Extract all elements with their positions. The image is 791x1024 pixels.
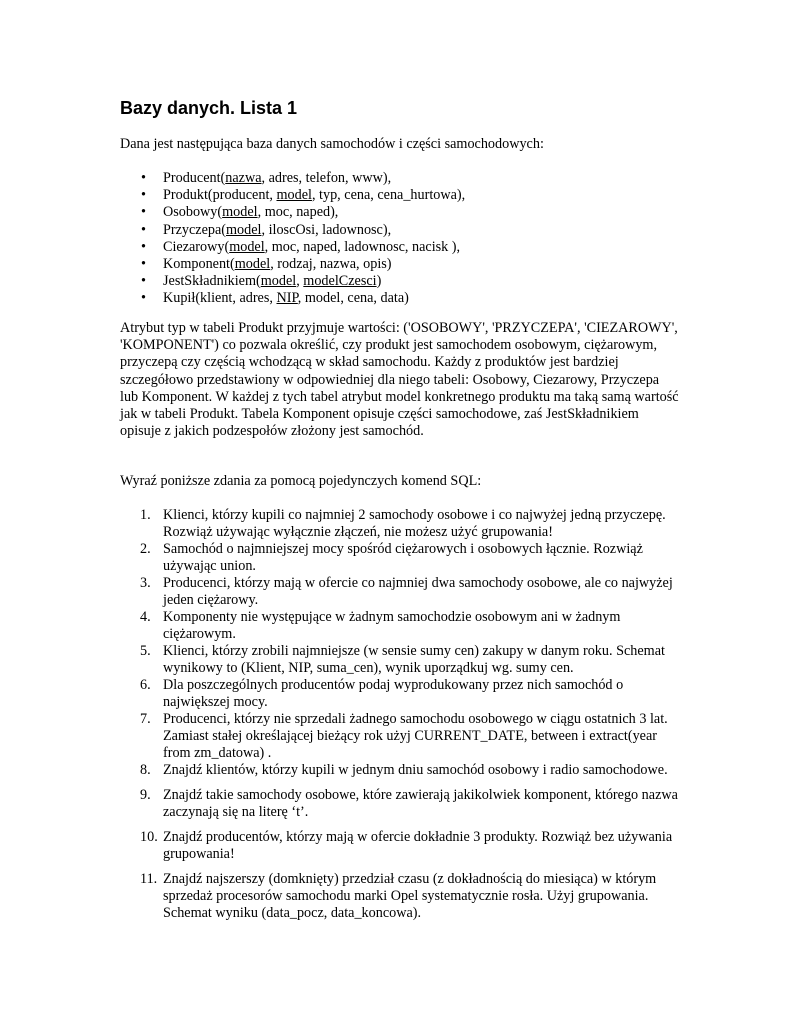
task-item: 7. Producenci, którzy nie sprzedali żadnego samochodu osobowego w ciągu ostatnich 3 lat. Zamiast stałej określającej bieżący rok użyj CURRENT_DATE, between i extract(year from zm_datowa) . bbox=[140, 711, 668, 761]
task-item: 10. Znajdź producentów, którzy mają w ofercie dokładnie 3 produkty. Rozwiąż bez używania grupowania! bbox=[140, 829, 673, 862]
task-item: 2. Samochód o najmniejszej mocy spośród ciężarowych i osobowych łącznie. Rozwiąż używając union. bbox=[140, 541, 643, 574]
list-item: • Producent(nazwa, adres, telefon, www), bbox=[120, 170, 465, 187]
table-list bbox=[120, 170, 465, 308]
task-item: 8. Znajdź klientów, którzy kupili w jednym dniu samochód osobowy i radio samochodowe. bbox=[140, 762, 668, 778]
intro-text: Dana jest następująca baza danych samochodów i części samochodowych: bbox=[120, 136, 544, 152]
task-list bbox=[120, 507, 680, 922]
list-item: • Komponent(model, rodzaj, nazwa, opis) bbox=[120, 256, 465, 273]
list-item: • Osobowy(model, moc, naped), bbox=[120, 204, 465, 221]
task-item: 3. Producenci, którzy mają w ofercie co najmniej dwa samochody osobowe, ale co najwyżej jeden ciężarowy. bbox=[140, 575, 673, 608]
list-item: • Ciezarowy(model, moc, naped, ladownosc, nacisk ), bbox=[120, 239, 465, 256]
list-item: • JestSkładnikiem(model, modelCzesci) bbox=[120, 273, 465, 290]
task-item: 9. Znajdź takie samochody osobowe, które zawierają jakikolwiek komponent, którego nazwa zaczynają się na literę ‘t’. bbox=[140, 787, 678, 820]
task-item: 11. Znajdź najszerszy (domknięty) przedział czasu (z dokładnością do miesiąca) w którym sprzedaż procesorów samochodu marki Opel systematycznie rosła. Użyj grupowania. Schemat wyniku (data_pocz, data_koncowa). bbox=[140, 871, 657, 921]
task-item: 5. Klienci, którzy zrobili najmniejsze (w sensie sumy cen) zakupy w danym roku. Schemat wynikowy to (Klient, NIP, suma_cen), wynik uporządkuj wg. sumy cen. bbox=[140, 643, 665, 676]
task-intro: Wyraź poniższe zdania za pomocą pojedynczych komend SQL: bbox=[120, 473, 482, 489]
list-item: • Produkt(producent, model, typ, cena, cena_hurtowa), bbox=[120, 187, 465, 204]
description-paragraph: Atrybut typ w tabeli Produkt przyjmuje wartości: ('OSOBOWY', 'PRZYCZEPA', 'CIEZAROWY', 'KOMPONENT') co pozwala określić, czy produkt jest samochodem osobowym, ciężarowym, przyczepą czy częścią wchodzącą w skład samochodu. Każdy z produktów jest bardziej szczegółowo przedstawiony w odpowiedniej dla niego tabeli: Osobowy, Ciezarowy, Przyczepa lub Komponent. W każdej z tych tabel atrybut model konkretnego produktu ma taką samą wartość jak w tabeli Produkt. Tabela Komponent opisuje części samochodowe, zaś JestSkładnikiem opisuje z jakich podzespołów złożony jest samochód. bbox=[120, 320, 679, 440]
task-item: 1. Klienci, którzy kupili co najmniej 2 samochody osobowe i co najwyżej jedną przyczepę. Rozwiąż używając wyłącznie złączeń, nie możesz użyć grupowania! bbox=[140, 507, 666, 540]
task-item: 6. Dla poszczególnych producentów podaj wyprodukowany przez nich samochód o największej mocy. bbox=[140, 677, 624, 710]
page-title: Bazy danych. Lista 1 bbox=[120, 98, 298, 118]
task-item: 4. Komponenty nie występujące w żadnym samochodzie osobowym ani w żadnym ciężarowym. bbox=[140, 609, 621, 642]
list-item: • Przyczepa(model, iloscOsi, ladownosc), bbox=[120, 222, 465, 239]
list-item: • Kupił(klient, adres, NIP, model, cena, data) bbox=[120, 290, 465, 307]
